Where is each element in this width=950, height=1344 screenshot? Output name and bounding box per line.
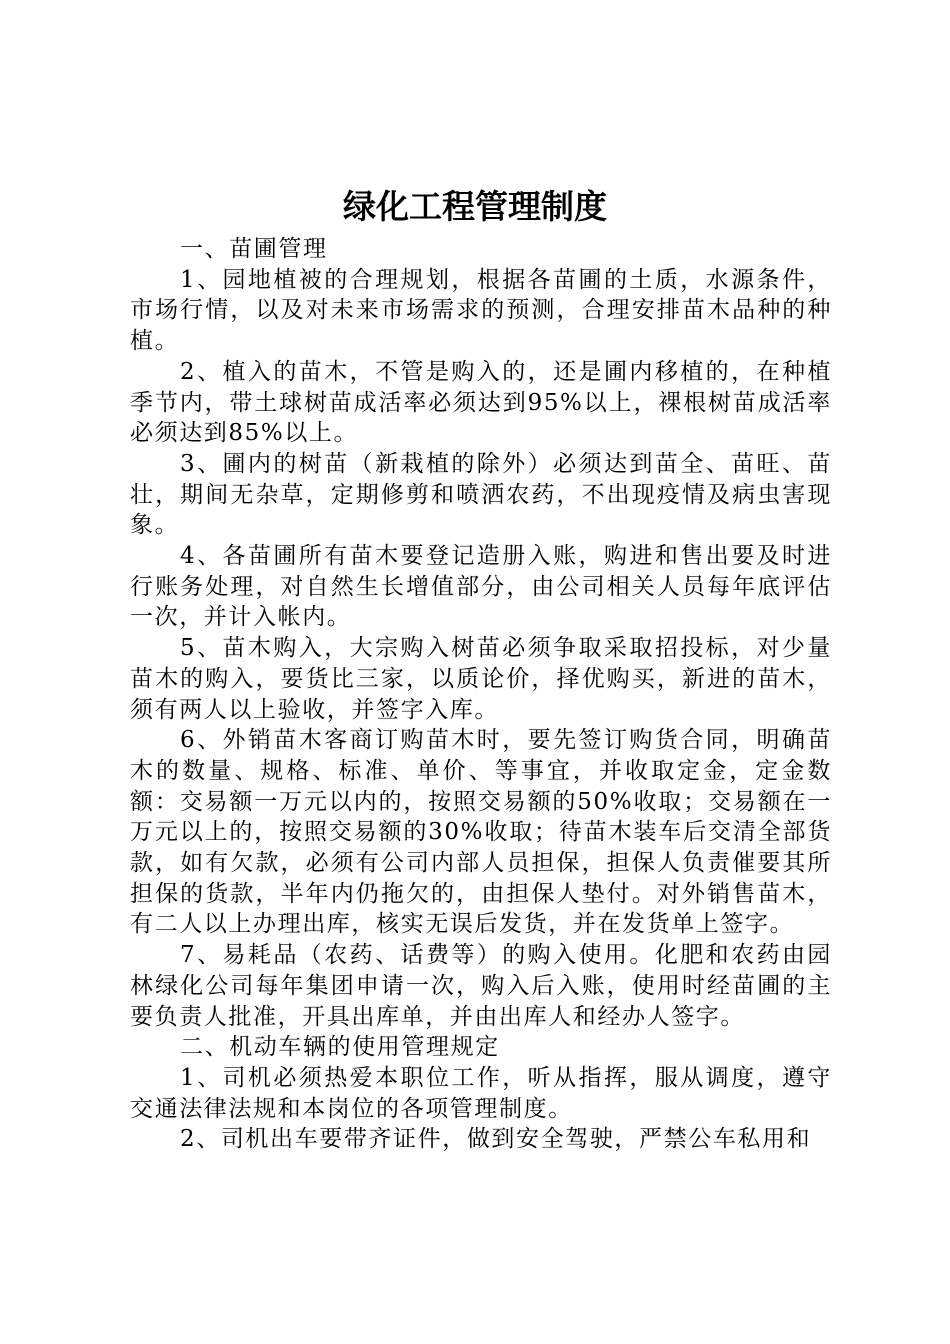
paragraph-vehicles-2: 2、司机出车要带齐证件，做到安全驾驶，严禁公车私用和 [180, 1126, 812, 1153]
paragraph-nursery-2: 2、植入的苗木，不管是购入的，还是圃内移植的，在种植季节内，带土球树苗成活率必须达到95%以上，裸根树苗成活率必须达到85%以上。 [130, 358, 832, 447]
paragraph-nursery-7: 7、易耗品（农药、话费等）的购入使用。化肥和农药由园林绿化公司每年集团申请一次，购入后入账，使用时经苗圃的主要负责人批准，开具出库单，并由出库人和经办人签字。 [130, 942, 832, 1030]
paragraph-nursery-4: 4、各苗圃所有苗木要登记造册入账，购进和售出要及时进行账务处理，对自然生长增值部分，由公司相关人员每年底评估一次，并计入帐内。 [130, 543, 832, 631]
paragraph-nursery-1: 1、园地植被的合理规划，根据各苗圃的土质，水源条件，市场行情，以及对未来市场需求的预测，合理安排苗木品种的种植。 [130, 266, 832, 355]
section-heading-vehicles: 二、机动车辆的使用管理规定 [180, 1034, 500, 1061]
paragraph-nursery-5: 5、苗木购入，大宗购入树苗必须争取采取招投标，对少量苗木的购入，要货比三家，以质论价，择优购买，新进的苗木，须有两人以上验收，并签字入库。 [130, 635, 832, 723]
paragraph-nursery-6: 6、外销苗木客商订购苗木时，要先签订购货合同，明确苗木的数量、规格、标准、单价、等事宜，并收取定金，定金数额：交易额一万元以内的，按照交易额的50%收取；交易额在一万元以上的，按照交易额的30%收取；待苗木装车后交清全部货款，如有欠款，必须有公司内部人员担保，担保人负责催要其所担保的货款，半年内仍拖欠的，由担保人垫付。对外销售苗木，有二人以上办理出库，核实无误后发货，并在发货单上签字。 [130, 727, 832, 938]
paragraph-vehicles-1: 1、司机必须热爱本职位工作，听从指挥，服从调度，遵守交通法律法规和本岗位的各项管理制度。 [130, 1064, 832, 1122]
document-title: 绿化工程管理制度 [343, 187, 607, 226]
section-heading-nursery: 一、苗圃管理 [180, 236, 328, 262]
document-body [130, 234, 832, 1155]
paragraph-nursery-3: 3、圃内的树苗（新栽植的除外）必须达到苗全、苗旺、苗壮，期间无杂草，定期修剪和喷洒农药，不出现疫情及病虫害现象。 [130, 450, 832, 539]
